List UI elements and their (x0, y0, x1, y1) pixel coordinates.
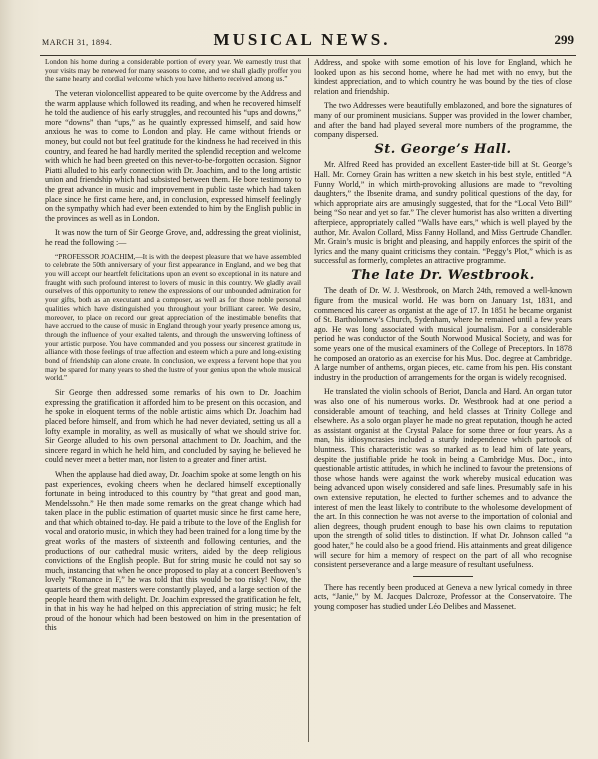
paragraph: The two Addresses were beautifully emblazoned, and bore the signatures of many of our prominent musicians. Supper was provided in the lower chamber, and after the band had played several more numbers of the programme, the company dispersed. (314, 101, 572, 140)
page-number: 299 (554, 32, 574, 47)
paragraph: Address, and spoke with some emotion of his love for England, which he looked upon as his second home, where he had met with no envy, but the kindest appreciation, and to which country he was bound by the ties of close relation and friendship. (314, 58, 572, 96)
right-column (314, 58, 572, 616)
section-heading-dr-westbrook: The late Dr. Westbrook. (351, 267, 535, 283)
issue-date: MARCH 31, 1894. (42, 38, 113, 47)
paragraph: The death of Dr. W. J. Westbrook, on March 24th, removed a well-known figure from the musical world. He was born on January 1st, 1831, and commenced his career as organist at the age of 17. In 1851 he became organist of St. Bartholomew’s Church, Sydenham, where he remained until a few years ago. He was long associated with musical journalism. For a considerable period he was conductor of the South Norwood Musical Society, and was for some years one of the musical examiners of the College of Preceptors. In 1878 he composed an oratorio as an exercise for his Mus. Doc. degree at Cambridge. A large number of anthems, organ pieces, etc. came from his pen. His constant industry in the production of arrangements for the organ is widely recognised. (314, 286, 572, 382)
paragraph: The veteran violoncellist appeared to be quite overcome by the Address and the warm applause which followed its reading, and when he recovered himself he told the audience of his early struggles, and recounted his “ups and downs,” more “downs” than “ups,” as he quaintly expressed himself, and said how anxious he was to come to London and play. He came without friends or money, but could not but feel gratitude for the kindness he had received in this country, and feared he had hardly merited the splendid reception and welcome with which he had been greeted on this never-to-be-forgotten occasion. Signor Piatti alluded to his early connection with Dr. Joachim, and to the long artistic union and friendship which had subsisted between them. He bore testimony to the great advance in music and improvement in public taste which had taken place since he first came here, and, in conclusion, expressed himself feelingly on the sympathy which had ever been extended to him by the English public in the provinces as well as in London. (45, 89, 301, 223)
masthead-title: MUSICAL NEWS. (213, 30, 391, 49)
paragraph: Mr. Alfred Reed has provided an excellent Easter-tide bill at St. George’s Hall. Mr. Corney Grain has written a new sketch in his best style, entitled “A Funny World,” in which mirth-provoking allusions are made to “revolting daughters,” the Ibsenite drama, and sundry political questions of the day, for which appropriate airs are amusingly suggested, that for the “Local Veto Bill” being “So near and yet so far.” The clever humorist has also written a diverting afterpiece, appropriately called “Walls have ears,” which is well played by the author, Mr. Avalon Collard, Miss Fanny Holland, and Miss Gertrude Chandler. Mr. Grain’s music is bright and pleasing, and happily enforces the spirit of the lyrics and the many quaint criticisms they contain. “Peggy’s Plot,” which is as successful as formerly, completes an attractive programme. (314, 160, 572, 266)
paragraph: There has recently been produced at Geneva a new lyrical comedy in three acts, “Janie,” by M. Jacques Dalcroze, Professor at the Conservatoire. The young composer has studied under Léo Delibes and Massenet. (314, 582, 572, 611)
article-geneva-comedy (314, 583, 572, 612)
paragraph: Sir George then addressed some remarks of his own to Dr. Joachim expressing the gratification it afforded him to be present on this occasion, and he spoke in eloquent terms of the noble artistic aims which Dr. Joachim had placed before himself, and from which he had never deviated, setting us all a lofty example in morality, as well as musically of what we should strive for. Sir George alluded to his own personal attachment to Dr. Joachim, and the sincere regard in which he held him, and concluded by saying he believed he could never meet a better man, nor listen to a greater and finer artist. (45, 388, 301, 465)
paragraph: When the applause had died away, Dr. Joachim spoke at some length on his past experiences, evoking cheers when he declared himself exceptionally fortunate in being introduced to this country by “that great and good man, Mendelssohn.” He then made some remarks on the great change which had taken place in the public estimation of quartet music since he first came here, and that which obtained to-day. He paid a tribute to the love of the English for vocal and oratorio music, in which they had been trained for a long time by the great works of the masters of sixteenth and following centuries, and the productions of our cathedral music writers, aided by the deep religious convictions of the English people. But for string music he could not say so much, instancing that when he once proposed to play at a concert Beethoven’s lovely “Romance in F,” he was told that this would be too risky! Now, the quartets of the great masters were constantly played, and a large section of the people heard them with delight. Dr. Joachim expressed the gratification he felt, in that in his way he had helped on this appreciation of string music; he felt proud of the honour which had been bestowed on him in the presentation of this (45, 469, 301, 633)
paragraph: London his home during a considerable portion of every year. We earnestly trust that your visits may be renewed for many seasons to come, and we shall gladly proffer you the same hearty and cordial welcome which you have hitherto received among us.” (45, 57, 301, 84)
page-header (28, 28, 576, 50)
section-heading-st-georges-hall: St. George’s Hall. (374, 141, 512, 157)
section-separator (413, 576, 473, 577)
article-dr-westbrook (314, 286, 572, 569)
column-divider (308, 58, 309, 742)
paragraph: “PROFESSOR JOACHIM,—It is with the deepest pleasure that we have assembled to celebrate the 50th anniversary of your first appearance in England, and we beg that you will accept our heartfelt felicitations upon an event so exceptional in its nature and fraught with such profound interest to lovers of music in this country. We gladly avail ourselves of this opportunity to renew the expressions of our unbounded admiration for your gifts, both as an executant and a composer, as well as for those noble personal qualities which have distinguished you throughout your brilliant career. We desire, moreover, to place on record our great appreciation of the inestimable benefits that have accrued to the cause of music in England through your yearly presence among us, through the influence of your exalted talents, and through the unswerving loftiness of your artistic purpose. You have commanded and you possess our sincerest gratitude in alliance with those feelings of true affection and esteem which a pure and long-existing bond of friendship can alone create. In conclusion, we express a fervent hope that you may be spared for many years to shed the lustre of your genius upon the whole musical world.” (45, 251, 301, 383)
paragraph: It was now the turn of Sir George Grove, and, addressing the great violinist, he read the following :— (45, 228, 301, 248)
paragraph: He translated the violin schools of Beriot, Dancla and Hard. An organ tutor was also one of his numerous works. Dr. Westbrook had at one period a considerable amount of teaching, and held classes at Trinity College and elsewhere. As a solo organ player he made no great reputation, though he acted as assistant organist at the Crystal Palace for some three or four years. As a man, his idiosyncrasies included a sturdy independence which partook of bluntness. This characteristic was so marked as to lead him of late years, despite the justifiable pride he took in being a Cambridge Mus. Doc., into questionable artistic attitudes, in which he inclined to favour the pretensions of those whose hands were against the work whereby musical education was being advanced upon wisely considered and safe lines. Presumably safe in his own extensive reputation, he elected to further schemes and to advance the interest of men the least likely to contribute to the wholesome development of the art. In this connection he was not averse to the importation of colonial and alien degrees, though prudent enough to base his own claims to reputation upon the strength of solid titles to distinction. If what Dr. Johnson called “a good hater,” he could also be a good friend. His attainments and great diligence will secure for him a memory of respect on the part of all who recognise consistent perseverance and a large measure of resultant usefulness. (314, 387, 572, 570)
article-st-georges-hall (314, 160, 572, 266)
left-column (45, 58, 301, 638)
header-rule (40, 55, 576, 56)
article-continuation (314, 58, 572, 140)
